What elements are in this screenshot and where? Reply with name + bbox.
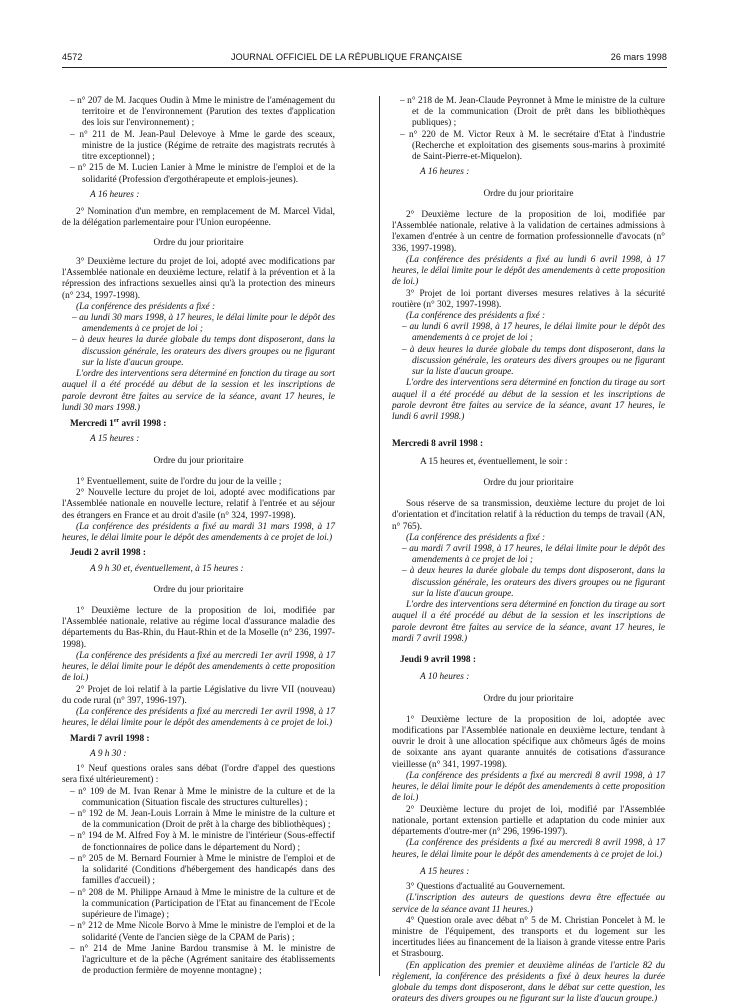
paragraph: 3° Deuxième lecture du projet de loi, adopté avec modifications par l'Assemblée nationale en deuxième lecture, relatif à la prévention et à la répression des infractions sexuelles ainsi qu'à la protection des mineurs (n° 234, 1997-1998). [62,256,335,301]
page-number: 4572 [62,52,83,62]
list-item: – n° 212 de Mme Nicole Borvo à Mme le ministre de l'emploi et de la solidarité (Vente de l'ancien siège de la CPAM de Paris) ; [70,921,335,943]
issue-date: 26 mars 1998 [610,52,667,62]
paragraph: 2° Nomination d'un membre, en remplacement de M. Marcel Vidal, de la délégation parlementaire pour l'Union européenne. [62,207,335,229]
paragraph: 1° Eventuellement, suite de l'ordre du jour de la veille ; [76,476,282,487]
paragraph: 4° Question orale avec débat n° 5 de M. Christian Poncelet à M. le ministre de l'équipement, des transports et du logement sur les incertitudes liées au financement de la liaison à grande vitesse entre Paris et Strasbourg. [392,915,665,960]
header-rule [62,67,667,68]
time-heading: A 15 heures et, éventuellement, le soir : [420,456,568,467]
left-column [62,96,335,978]
paragraph: 1° Deuxième lecture de la proposition de loi, modifiée par l'Assemblée nationale, relative au régime local d'assurance maladie des départements du Bas-Rhin, du Haut-Rhin et de la Moselle (n° 236, 1997-1998). [62,606,335,650]
time-heading: A 9 h 30 et, éventuellement, à 15 heures : [90,563,244,574]
section-heading: Ordre du jour prioritaire [483,188,574,199]
paragraph: (La conférence des présidents a fixé : [76,301,216,312]
paragraph: 1° Neuf questions orales sans débat (l'ordre d'appel des questions sera fixé ultérieurement) : [62,764,335,786]
paragraph: 2° Deuxième lecture de la proposition de loi, modifiée par l'Assemblée nationale, relative à la validation de certaines admissions à l'examen d'entrée à un centre de formation professionnelle d'avocats (n° 336, 1997-1998). [392,209,665,254]
day-heading: Mercredi 8 avril 1998 : [392,439,484,450]
list-item: – n° 207 de M. Jacques Oudin à Mme le ministre de l'aménagement du territoire et de l'environnement (Parution des textes d'application des lois sur l'environnement) ; [70,96,335,129]
section-heading: Ordre du jour prioritaire [153,237,244,248]
paragraph: L'ordre des interventions sera déterminé en fonction du tirage au sort auquel il a été procédé au début de la session et les inscriptions de parole devront être faites au service de la séance, avant 17 heures, le lundi 30 mars 1998.) [62,369,336,413]
paragraph: (En application des premier et deuxième alinéas de l'article 82 du règlement, la conférence des présidents a fixé à deux heures la durée globale du temps dont disposeront, dans le débat sur cette question, les orateurs des divers groupes ou ne figurant sur la liste d'aucun groupe.) [392,960,665,1005]
day-heading: Mardi 7 avril 1998 : [70,733,150,744]
paragraph: 3° Projet de loi portant diverses mesures relatives à la sécurité routière (n° 302, 1997-1998). [392,288,665,310]
list-item: – à deux heures la durée globale du temps dont disposeront, dans la discussion générale, les orateurs des divers groupes ou ne figurant sur la liste d'aucun groupe. [402,344,665,378]
right-column [392,96,665,1006]
paragraph: (La conférence des présidents a fixé au mardi 31 mars 1998, à 17 heures, le délai limite pour le dépôt des amendements à ce projet de loi.) [62,521,335,544]
journal-title: JOURNAL OFFICIEL DE LA RÉPUBLIQUE FRANÇAISE [231,52,463,62]
paragraph: 1° Deuxième lecture de la proposition de loi, adoptée avec modifications par l'Assemblée nationale en deuxième lecture, tendant à ouvrir le droit à une allocation spécifique aux chômeurs âgés de moins de soixante ans ayant quarante annuités de cotisations d'assurance vieillesse (n° 341, 1997-1998). [392,714,665,770]
section-heading: Ordre du jour prioritaire [153,455,244,466]
day-heading: Jeudi 2 avril 1998 : [70,548,146,559]
paragraph: (La conférence des présidents a fixé : [406,310,546,321]
paragraph: (La conférence des présidents a fixé au mercredi 1er avril 1998, à 17 heures, le délai limite pour le dépôt des amendements à cette proposition de loi.) [62,650,335,684]
paragraph: (La conférence des présidents a fixé au lundi 6 avril 1998, à 17 heures, le délai limite pour le dépôt des amendements à cette proposition de loi.) [392,254,665,288]
time-heading: A 9 h 30 : [90,748,127,759]
list-item: – au mardi 7 avril 1998, à 17 heures, le délai limite pour le dépôt des amendements à ce projet de loi ; [402,543,665,566]
paragraph: (La conférence des présidents a fixé au mercredi 1er avril 1998, à 17 heures, le délai limite pour le dépôt des amendements à ce projet de loi.) [62,707,335,729]
list-item: – n° 218 de M. Jean-Claude Peyronnet à Mme le ministre de la culture et de la communication (Droit de prêt dans les bibliothèques publiques) ; [400,96,665,129]
list-item: – n° 194 de M. Alfred Foy à M. le ministre de l'intérieur (Sous-effectif de fonctionnaires de police dans le département du Nord) ; [70,831,335,853]
time-heading: A 15 heures : [420,866,470,877]
time-heading: A 16 heures : [420,167,470,178]
time-heading: A 10 heures : [420,672,470,683]
list-item: – n° 215 de M. Lucien Lanier à Mme le ministre de l'emploi et de la solidarité (Profession d'ergothérapeute et emplois-jeunes). [70,163,335,185]
list-item: – au lundi 6 avril 1998, à 17 heures, le délai limite pour le dépôt des amendements à ce projet de loi ; [402,322,665,344]
paragraph: L'ordre des interventions sera déterminé en fonction du tirage au sort auquel il a été procédé au début de la session et les inscriptions de parole devront être faites au service de la séance, avant 17 heures, le lundi 6 avril 1998.) [392,378,666,423]
paragraph: 3° Questions d'actualité au Gouvernement. [406,882,566,893]
paragraph: (La conférence des présidents a fixé au mercredi 8 avril 1998, à 17 heures, le délai limite pour le dépôt des amendements à ce projet de loi.) [392,838,665,860]
section-heading: Ordre du jour prioritaire [483,693,574,704]
paragraph: 2° Nouvelle lecture du projet de loi, adopté avec modifications par l'Assemblée nationale en nouvelle lecture, relatif à l'entrée et au séjour des étrangers en France et au droit d'asile (n° 324, 1997-1998). [62,488,335,521]
page-header [62,52,667,68]
paragraph: Sous réserve de sa transmission, deuxième lecture du projet de loi d'orientation et d'incitation relatif à la réduction du temps de travail (AN, n° 765). [392,499,665,532]
list-item: – n° 109 de M. Ivan Renar à Mme le ministre de la culture et de la communication (Situation fiscale des structures culturelles) ; [70,786,335,808]
paragraph: (La conférence des présidents a fixé : [406,532,546,543]
list-item: – au lundi 30 mars 1998, à 17 heures, le délai limite pour le dépôt des amendements à ce projet de loi ; [72,312,335,335]
section-heading: Ordre du jour prioritaire [153,584,244,595]
day-heading: Jeudi 9 avril 1998 : [400,655,476,666]
paragraph: L'ordre des interventions sera déterminé en fonction du tirage au sort auquel il a été procédé au début de la session et les inscriptions de parole devront être faites au service de la séance, avant 17 heures, le mardi 7 avril 1998.) [392,600,666,644]
day-heading: Mercredi 1er avril 1998 : [70,418,167,430]
paragraph: 2° Deuxième lecture du projet de loi, modifié par l'Assemblée nationale, portant extension partielle et adaptation du code minier aux départements d'outre-mer (n° 296, 1996-1997). [392,804,665,838]
list-item: – n° 205 de M. Bernard Fournier à Mme le ministre de l'emploi et de la solidarité (Conditions d'hébergement des handicapés dans des familles d'accueil) ; [70,853,335,887]
section-heading: Ordre du jour prioritaire [483,477,574,488]
list-item: – n° 208 de M. Philippe Arnaud à Mme le ministre de la culture et de la communication (Participation de l'Etat au financement de l'Ecole supérieure de l'image) ; [70,887,335,921]
column-divider [379,96,380,976]
paragraph: (L'inscription des auteurs de questions devra être effectuée au service de la séance avant 11 heures.) [392,893,665,915]
time-heading: A 15 heures : [90,434,140,445]
time-heading: A 16 heures : [90,189,140,200]
paragraph: (La conférence des présidents a fixé au mercredi 8 avril 1998, à 17 heures, le délai limite pour le dépôt des amendements à cette proposition de loi.) [392,770,665,804]
list-item: – n° 220 de M. Victor Reux à M. le secrétaire d'Etat à l'industrie (Recherche et exploitation des gisements sous-marins à proximité de Saint-Pierre-et-Miquelon). [400,129,665,163]
list-item: – n° 214 de Mme Janine Bardou transmise à M. le ministre de l'agriculture et de la pêche (Agrément sanitaire des établissements de production fermière de moyenne montagne) ; [70,943,335,977]
list-item: – à deux heures la durée globale du temps dont disposeront, dans la discussion générale, les orateurs des divers groupes ou ne figurant sur la liste d'aucun groupe. [402,566,665,599]
list-item: – à deux heures la durée globale du temps dont disposeront, dans la discussion générale, les orateurs des divers groupes ou ne figurant sur la liste d'aucun groupe. [72,335,335,368]
list-item: – n° 211 de M. Jean-Paul Delevoye à Mme le garde des sceaux, ministre de la justice (Régime de retraite des magistrats recrutés à titre exceptionnel) ; [70,129,335,163]
paragraph: 2° Projet de loi relatif à la partie Législative du livre VII (nouveau) du code rural (n° 397, 1996-197). [62,684,335,706]
list-item: – n° 192 de M. Jean-Louis Lorrain à Mme le ministre de la culture et de la communication (Droit de prêt à la charge des bibliothèques) ; [70,808,335,831]
